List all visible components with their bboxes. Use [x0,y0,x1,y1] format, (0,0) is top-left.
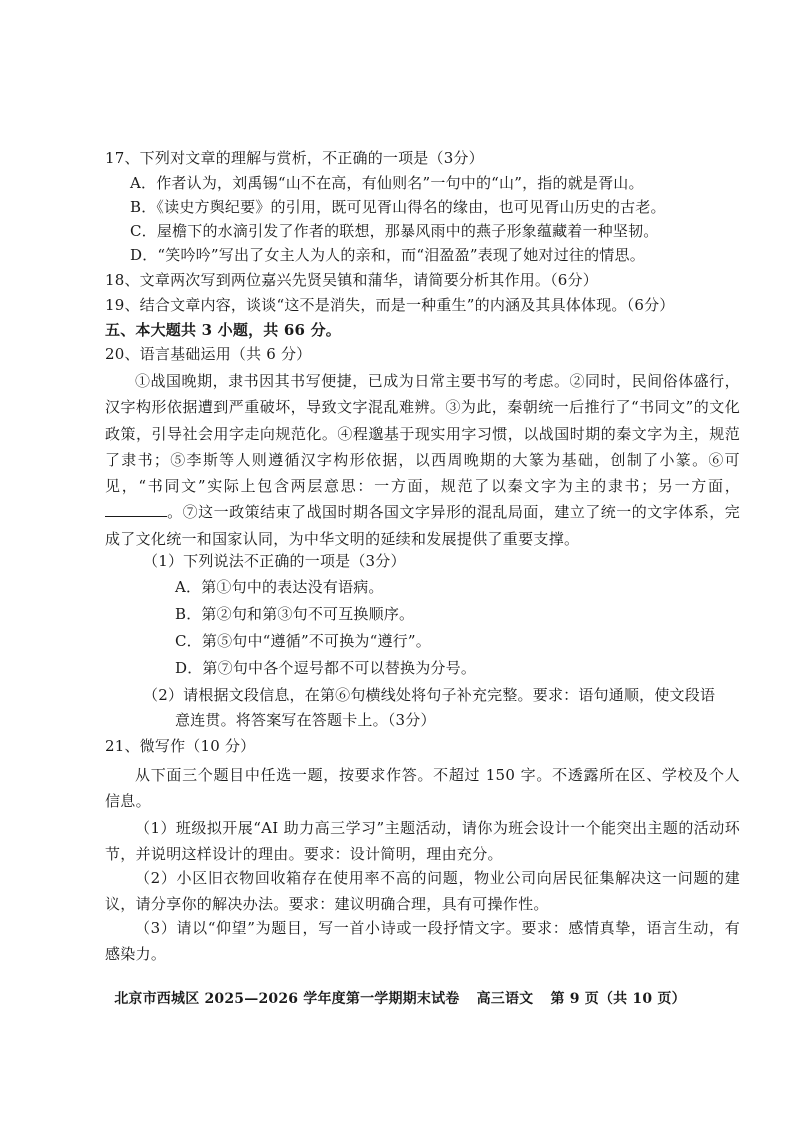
footer-page-number: 第 9 页（共 10 页） [550,991,686,1007]
q20-sub1-stem: （1）下列说法不正确的一项是（3分） [143,552,406,570]
q21-item-2: （2）小区旧衣物回收箱存在使用率不高的问题，物业公司向居民征集解决这一问题的建议，请分享你的解决办法。要求：建议明确合理，具有可操作性。 [105,869,740,914]
answer-blank [105,502,167,517]
q20-sub1-option-b: B．第②句和第③句不可互换顺序。 [175,605,415,623]
section-five-heading: 五、本大题共 3 小题，共 66 分。 [105,321,342,339]
q20-sub2-line2: 意连贯。将答案写在答题卡上。（3分） [175,711,436,729]
q21-stem: 21、微写作（10 分） [105,737,256,755]
q19: 19、结合文章内容，谈谈“这不是消失，而是一种重生”的内涵及其具体体现。（6分） [105,296,675,314]
q21-item-3: （3）请以“仰望”为题目，写一首小诗或一段抒情文字。要求：感情真挚，语言生动，有感染力。 [105,919,740,964]
q20-passage [105,368,740,552]
q18: 18、文章两次写到两位嘉兴先贤吴镇和蒲华，请简要分析其作用。（6分） [105,271,598,289]
q20-passage-part1: ①战国晚期，隶书因其书写便捷，已成为日常主要书写的考虑。②同时，民间俗体盛行，汉字构形依据遭到严重破坏，导致文字混乱难辨。③为此，秦朝统一后推行了“书同文”的文化政策，引导社会用字走向规范化。④程邈基于现实用字习惯，以战国时期的秦文字为主，规范了隶书；⑤李斯等人则遵循汉字构形依据，以西周晚期的大篆为基础，创制了小篆。⑥可见，“书同文”实际上包含两层意思：一方面，规范了以秦文字为主的隶书；另一方面， [105,372,740,496]
q20-sub1-option-d: D．第⑦句中各个逗号都不可以替换为分号。 [175,659,477,677]
q21-item-1: （1）班级拟开展“AI 助力高三学习”主题活动，请你为班会设计一个能突出主题的活动环节，并说明这样设计的理由。要求：设计简明，理由充分。 [105,819,740,864]
q17-option-d: D．“笑吟吟”写出了女主人为人的亲和，而“泪盈盈”表现了她对过往的情思。 [130,246,645,264]
q20-stem: 20、语言基础运用（共 6 分） [105,345,312,363]
q20-passage-part2: 。⑦这一政策结束了战国时期各国文字异形的混乱局面，建立了统一的文字体系，完成了文化统一和国家认同，为中华文明的延续和发展提供了重要支撑。 [105,503,740,548]
q17-option-a: A．作者认为，刘禹锡“山不在高，有仙则名”一句中的“山”，指的就是胥山。 [130,174,644,192]
q17-option-b: B．《读史方舆纪要》的引用，既可见胥山得名的缘由，也可见胥山历史的古老。 [130,198,666,216]
q17-option-c: C．屋檐下的水滴引发了作者的联想，那暴风雨中的燕子形象蕴藏着一种坚韧。 [130,222,659,240]
q21-intro: 从下面三个题目中任选一题，按要求作答。不超过 150 字。不透露所在区、学校及个人信息。 [105,766,740,811]
footer-subject: 高三语文 [476,991,534,1007]
q20-sub1-option-c: C．第⑤句中“遵循”不可换为“遵行”。 [175,632,431,650]
page-footer [0,989,800,1009]
footer-exam-title: 北京市西城区 2025—2026 学年度第一学期期末试卷 [114,991,460,1007]
q20-sub2-line1: （2）请根据文段信息，在第⑥句横线处将句子补充完整。要求：语句通顺，使文段语 [143,686,716,704]
q17-stem: 17、下列对文章的理解与赏析，不正确的一项是（3分） [105,149,484,167]
q20-sub1-option-a: A．第①句中的表达没有语病。 [175,578,384,596]
